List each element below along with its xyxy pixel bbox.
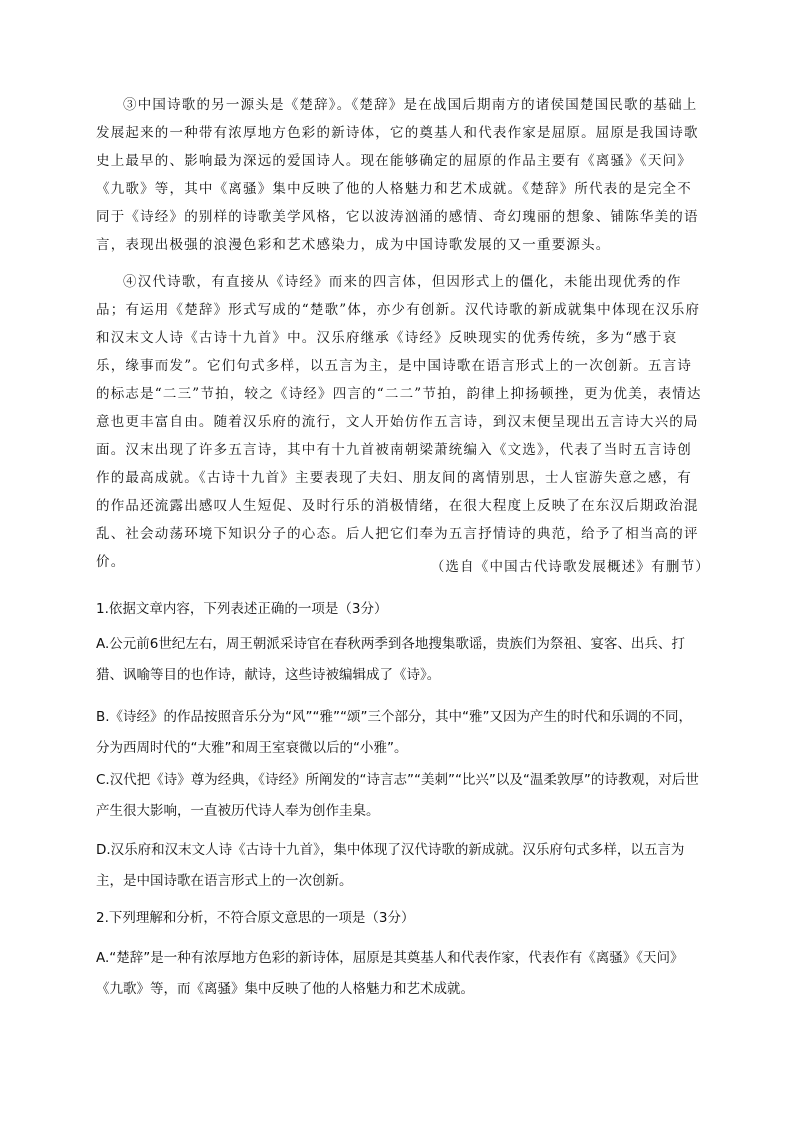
question-1-option-b: B.《诗经》的作品按照音乐分为“风”“雅”“颂”三个部分，其中“雅”又因为产生的时代和乐调的不同，分为西周时代的“大雅”和周王室衰微以后的“小雅”。 [96,709,693,756]
passage-source: （选自《中国古代诗歌发展概述》有删节） [430,559,710,575]
question-2-option-a: A.“楚辞”是一种有浓厚地方色彩的新诗体，屈原是其奠基人和代表作家，代表作有《离骚》《天问》《九歌》等，而《离骚》集中反映了他的人格魅力和艺术成就。 [96,950,684,997]
question-2-stem: 2.下列理解和分析，不符合原文意思的一项是（3分） [96,910,415,926]
question-1-option-d: D.汉乐府和汉末文人诗《古诗十九首》，集中体现了汉代诗歌的新成就。汉乐府句式多样，以五言为主，是中国诗歌在语言形式上的一次创新。 [96,842,685,889]
question-1-stem: 1.依据文章内容，下列表述正确的一项是（3分） [96,601,388,617]
question-1-option-c: C.汉代把《诗》尊为经典，《诗经》所阐发的“诗言志”“美刺”“比兴”以及“温柔敦厚”的诗教观，对后世产生很大影响，一直被历代诗人奉为创作圭臬。 [96,772,699,819]
passage-paragraph-4: ④汉代诗歌，有直接从《诗经》而来的四言体，但因形式上的僵化，未能出现优秀的作品；有运用《楚辞》形式写成的“楚歌”体，亦少有创新。汉代诗歌的新成就集中体现在汉乐府和汉末文人诗《古诗十九首》中。汉乐府继承《诗经》反映现实的优秀传统，多为“感于哀乐，缘事而发”。它们句式多样，以五言为主，是中国诗歌在语言形式上的一次创新。五言诗的标志是“二三”节拍，较之《诗经》四言的“二二”节拍，韵律上抑扬顿挫，更为优美，表情达意也更丰富自由。随着汉乐府的流行，文人开始仿作五言诗，到汉末便呈现出五言诗大兴的局面。汉末出现了许多五言诗，其中有十九首被南朝梁萧统编入《文选》，代表了当时五言诗创作的最高成就。《古诗十九首》主要表现了夫妇、朋友间的离情别思，士人宦游失意之感，有的作品还流露出感叹人生短促、及时行乐的消极情绪，在很大程度上反映了在东汉后期政治混乱、社会动荡环境下知识分子的心态。后人把它们奉为五言抒情诗的典范，给予了相当高的评价。 [96,274,702,570]
passage-paragraph-3: ③中国诗歌的另一源头是《楚辞》。《楚辞》是在战国后期南方的诸侯国楚国民歌的基础上发展起来的一种带有浓厚地方色彩的新诗体，它的奠基人和代表作家是屈原。屈原是我国诗歌史上最早的、影响最为深远的爱国诗人。现在能够确定的屈原的作品主要有《离骚》《天问》《九歌》等，其中《离骚》集中反映了他的人格魅力和艺术成就。《楚辞》所代表的是完全不同于《诗经》的别样的诗歌美学风格，它以波涛汹涌的感情、奇幻瑰丽的想象、铺陈华美的语言，表现出极强的浪漫色彩和艺术感染力，成为中国诗歌发展的又一重要源头。 [96,97,699,253]
question-1-option-a: A.公元前6世纪左右，周王朝派采诗官在春秋两季到各地搜集歌谣，贵族们为祭祖、宴客、出兵、打猎、讽喻等目的也作诗，献诗，这些诗被编辑成了《诗》。 [96,636,685,683]
